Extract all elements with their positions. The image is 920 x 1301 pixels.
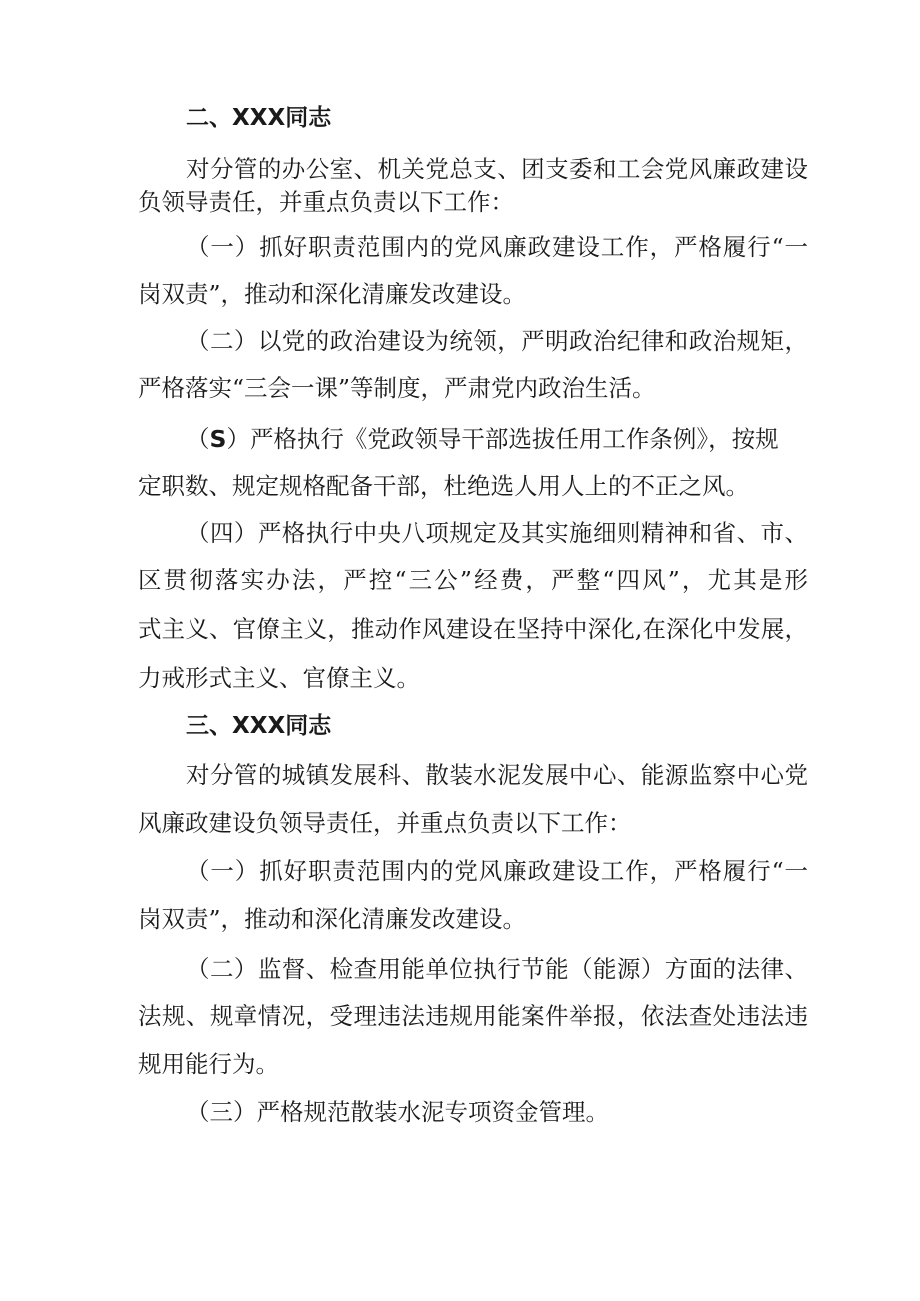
section-heading: 二、XXX同志: [186, 105, 332, 131]
item-line: （二）以党的政治建设为统领，严明政治纪律和政治规矩，: [186, 327, 808, 355]
item-line: 式主义、官僚主义，推动作风建设在坚持中深化,在深化中发展，: [138, 615, 808, 643]
item-line: 力戒形式主义、官僚主义。: [138, 664, 420, 692]
item-line: 严格落实“三会一课”等制度，严肃党内政治生活。: [138, 374, 656, 402]
item-line: （一）抓好职责范围内的党风廉政建设工作，严格履行“一: [186, 857, 808, 885]
intro-line: 对分管的办公室、机关党总支、团支委和工会党风廉政建设: [186, 155, 808, 183]
item-line: （一）抓好职责范围内的党风廉政建设工作，严格履行“一: [186, 233, 808, 261]
intro-line: 负领导责任，并重点负责以下工作：: [138, 188, 514, 216]
item-line: （四）严格执行中央八项规定及其实施细则精神和省、市、: [186, 519, 808, 547]
item-line: 规用能行为。: [138, 1050, 279, 1078]
item-line: 法规、规章情况，受理违法违规用能案件举报，依法查处违法违: [138, 1002, 808, 1030]
intro-line: 对分管的城镇发展科、散装水泥发展中心、能源监察中心党: [186, 761, 808, 789]
item-marker-letter: S: [209, 425, 227, 453]
item-line: 岗双责”，推动和深化清廉发改建设。: [138, 905, 527, 933]
item-line: （三）严格规范散装水泥专项资金管理。: [186, 1098, 609, 1126]
item-marker-close: ）: [226, 425, 250, 453]
item-line: （二）监督、检查用能单位执行节能（能源）方面的法律、: [186, 955, 808, 983]
item-line: 定职数、规定规格配备干部，杜绝选人用人上的不正之风。: [138, 472, 749, 500]
section-heading: 三、XXX同志: [186, 713, 332, 739]
item-line-marked: [186, 424, 808, 454]
item-line-text: 严格执行《党政领导干部选拔任用工作条例》，按规: [249, 425, 779, 453]
intro-line: 风廉政建设负领导责任，并重点负责以下工作：: [138, 809, 632, 837]
item-marker-open: （: [186, 425, 210, 453]
item-line: 区贯彻落实办法，严控“三公”经费，严整“四风”，尤其是形: [138, 566, 808, 594]
item-line: 岗双责”，推动和深化清廉发改建设。: [138, 280, 527, 308]
